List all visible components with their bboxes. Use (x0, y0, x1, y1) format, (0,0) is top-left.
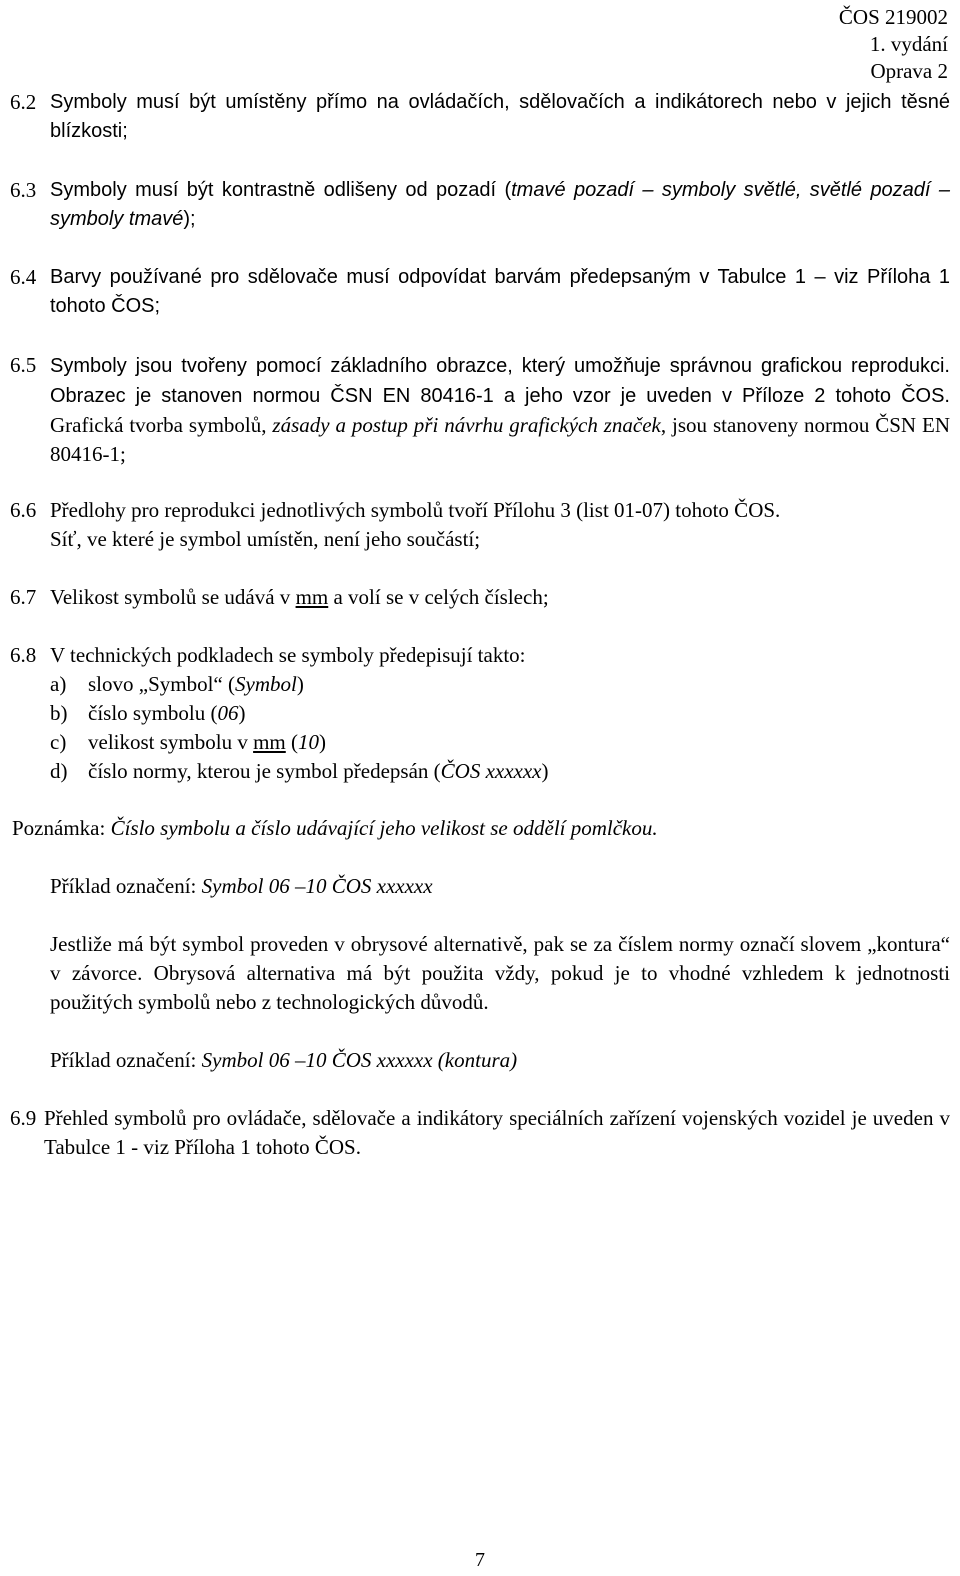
list-item (50, 699, 950, 728)
text-part: Symboly jsou tvořeny pomocí základního obrazce, který umožňuje správnou grafickou reprodukci. Obrazec je stanoven normou ČSN EN 80416-1 a jeho vzor je uveden v Příloze 2 tohoto ČOS. (50, 355, 950, 407)
section-6-2 (10, 88, 950, 146)
italic-text: tmavé pozadí – symboly světlé, světlé pozadí – symboly tmavé (50, 179, 950, 230)
item-text: číslo symbolu (06) (88, 701, 246, 725)
section-intro: V technických podkladech se symboly předepisují takto: (50, 643, 526, 667)
text-part: Síť, ve které je symbol umístěn, není jeho součástí; (50, 527, 481, 551)
example-2 (50, 1046, 950, 1075)
text-part: a volí se v celých číslech; (328, 585, 549, 609)
section-number: 6.3 (10, 178, 37, 202)
section-number: 6.7 (10, 585, 37, 609)
doc-number: ČOS 219002 (838, 5, 948, 29)
note-label: Poznámka: (12, 816, 111, 840)
section-number: 6.9 (10, 1106, 37, 1130)
section-number: 6.2 (10, 90, 37, 114)
section-6-8 (10, 641, 950, 786)
document-header (839, 4, 948, 85)
paragraph-text: Jestliže má být symbol proveden v obrysové alternativě, pak se za číslem normy označí slovem „kontura“ v závorce. Obrysová alternativa má být použita vždy, pokud je to vhodné vzhledem k jednotnosti použitých symbolů nebo z technologických důvodů. (50, 932, 950, 1014)
text-part: ); (183, 208, 196, 230)
item-text: slovo „Symbol“ (Symbol) (88, 672, 304, 696)
example-label: Příklad označení: (50, 1048, 202, 1072)
list-item (50, 728, 950, 757)
note (12, 814, 950, 843)
correction: Oprava 2 (870, 59, 948, 83)
section-6-6 (10, 496, 950, 554)
item-letter: d) (50, 759, 68, 783)
list-item (50, 670, 950, 699)
section-text: Barvy používané pro sdělovače musí odpovídat barvám předepsaným v Tabulce 1 – viz Příloha 1 tohoto ČOS; (50, 266, 950, 317)
text-part: Velikost symbolů se udává v (50, 585, 296, 609)
item-text: velikost symbolu v mm (10) (88, 730, 327, 754)
section-6-3 (10, 176, 950, 234)
section-number: 6.6 (10, 498, 37, 522)
text-part: Předlohy pro reprodukci jednotlivých symbolů tvoří Přílohu 3 (list 01-07) tohoto ČOS. (50, 498, 781, 522)
underlined-text: mm (295, 585, 329, 609)
example-label: Příklad označení: (50, 874, 202, 898)
item-letter: c) (50, 730, 67, 754)
list-item (50, 757, 950, 786)
example-1 (50, 872, 950, 901)
text-part: Symboly musí být kontrastně odlišeny od pozadí ( (50, 179, 512, 201)
section-number: 6.4 (10, 265, 37, 289)
text-part: Grafická tvorba symbolů, (50, 413, 273, 437)
example-text: Symbol 06 –10 ČOS xxxxxx (kontura) (201, 1048, 518, 1072)
item-letter: a) (50, 672, 67, 696)
section-6-9 (10, 1104, 950, 1162)
item-text: číslo normy, kterou je symbol předepsán (ČOS xxxxxx) (88, 759, 549, 783)
paragraph (50, 930, 950, 1017)
item-letter: b) (50, 701, 68, 725)
section-text (50, 351, 950, 469)
section-6-5 (10, 351, 950, 469)
section-number: 6.5 (10, 353, 37, 377)
section-text: Symboly musí být umístěny přímo na ovládačích, sdělovačích a indikátorech nebo v jejich těsné blízkosti; (50, 91, 950, 142)
section-text (50, 176, 950, 234)
section-text (50, 583, 950, 612)
item-list (50, 670, 950, 786)
note-text: Číslo symbolu a číslo udávající jeho velikost se oddělí pomlčkou. (110, 816, 658, 840)
edition: 1. vydání (869, 32, 948, 56)
example-text: Symbol 06 –10 ČOS xxxxxx (201, 874, 433, 898)
section-number: 6.8 (10, 643, 37, 667)
italic-text: zásady a postup při návrhu grafických značek (272, 413, 661, 437)
section-6-4 (10, 263, 950, 321)
section-6-7 (10, 583, 950, 612)
page-number: 7 (475, 1549, 485, 1571)
section-text: Přehled symbolů pro ovládače, sdělovače a indikátory speciálních zařízení vojenských vozidel je uveden v Tabulce 1 - viz Příloha 1 tohoto ČOS. (44, 1106, 950, 1159)
text-part: , jsou stanoveny normou ČSN EN 80416-1; (50, 413, 950, 466)
section-text (50, 496, 950, 554)
